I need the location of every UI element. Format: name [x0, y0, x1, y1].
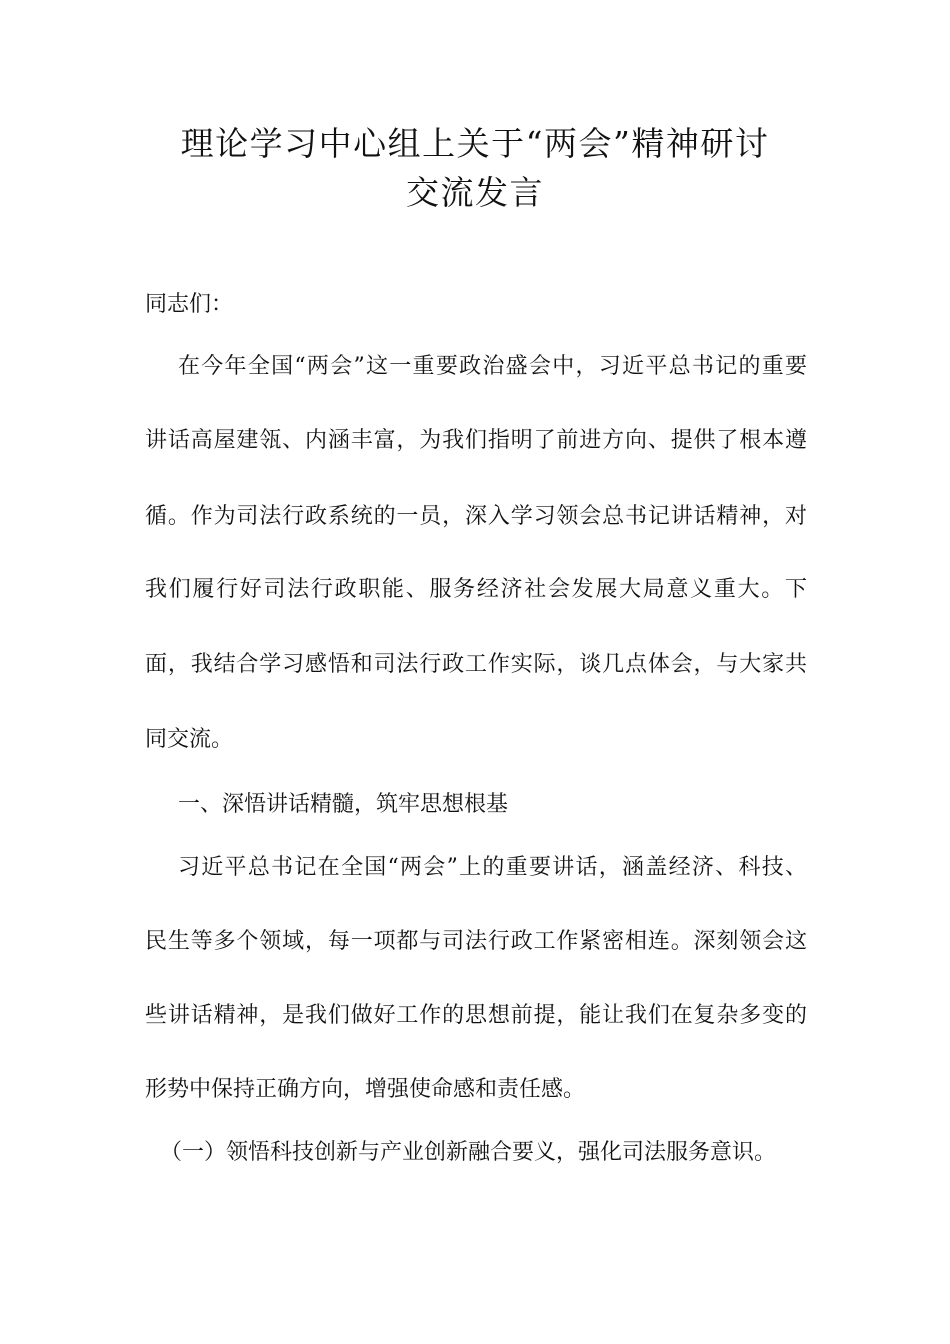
paragraph-line: 形势中保持正确方向，增强使命感和责任感。 — [145, 1077, 586, 1102]
paragraph-line: 讲话高屋建瓴、内涵丰富，为我们指明了前进方向、提供了根本遵 — [145, 428, 807, 453]
paragraph-line: 面，我结合学习感悟和司法行政工作实际，谈几点体会，与大家共 — [145, 652, 807, 677]
paragraph-line: 同交流。 — [145, 727, 234, 752]
paragraph-line: 些讲话精神，是我们做好工作的思想前提，能让我们在复杂多变的 — [145, 1003, 807, 1028]
paragraph-line: 循。作为司法行政系统的一员，深入学习领会总书记讲话精神，对 — [145, 504, 807, 529]
document-title-line-1: 理论学习中心组上关于“两会”精神研讨 — [180, 124, 770, 163]
document-title-line-2: 交流发言 — [406, 173, 544, 212]
greeting: 同志们： — [145, 292, 234, 317]
paragraph-line: 我们履行好司法行政职能、服务经济社会发展大局意义重大。下 — [145, 577, 807, 602]
section-heading: 一、深悟讲话精髓，筑牢思想根基 — [178, 792, 509, 817]
paragraph-line: 习近平总书记在全国“两会”上的重要讲话，涵盖经济、科技、 — [178, 855, 807, 880]
paragraph-line: 在今年全国“两会”这一重要政治盛会中，习近平总书记的重要 — [178, 354, 807, 379]
subsection-heading: （一）领悟科技创新与产业创新融合要义，强化司法服务意识。 — [160, 1140, 777, 1165]
paragraph-line: 民生等多个领域，每一项都与司法行政工作紧密相连。深刻领会这 — [145, 929, 807, 954]
